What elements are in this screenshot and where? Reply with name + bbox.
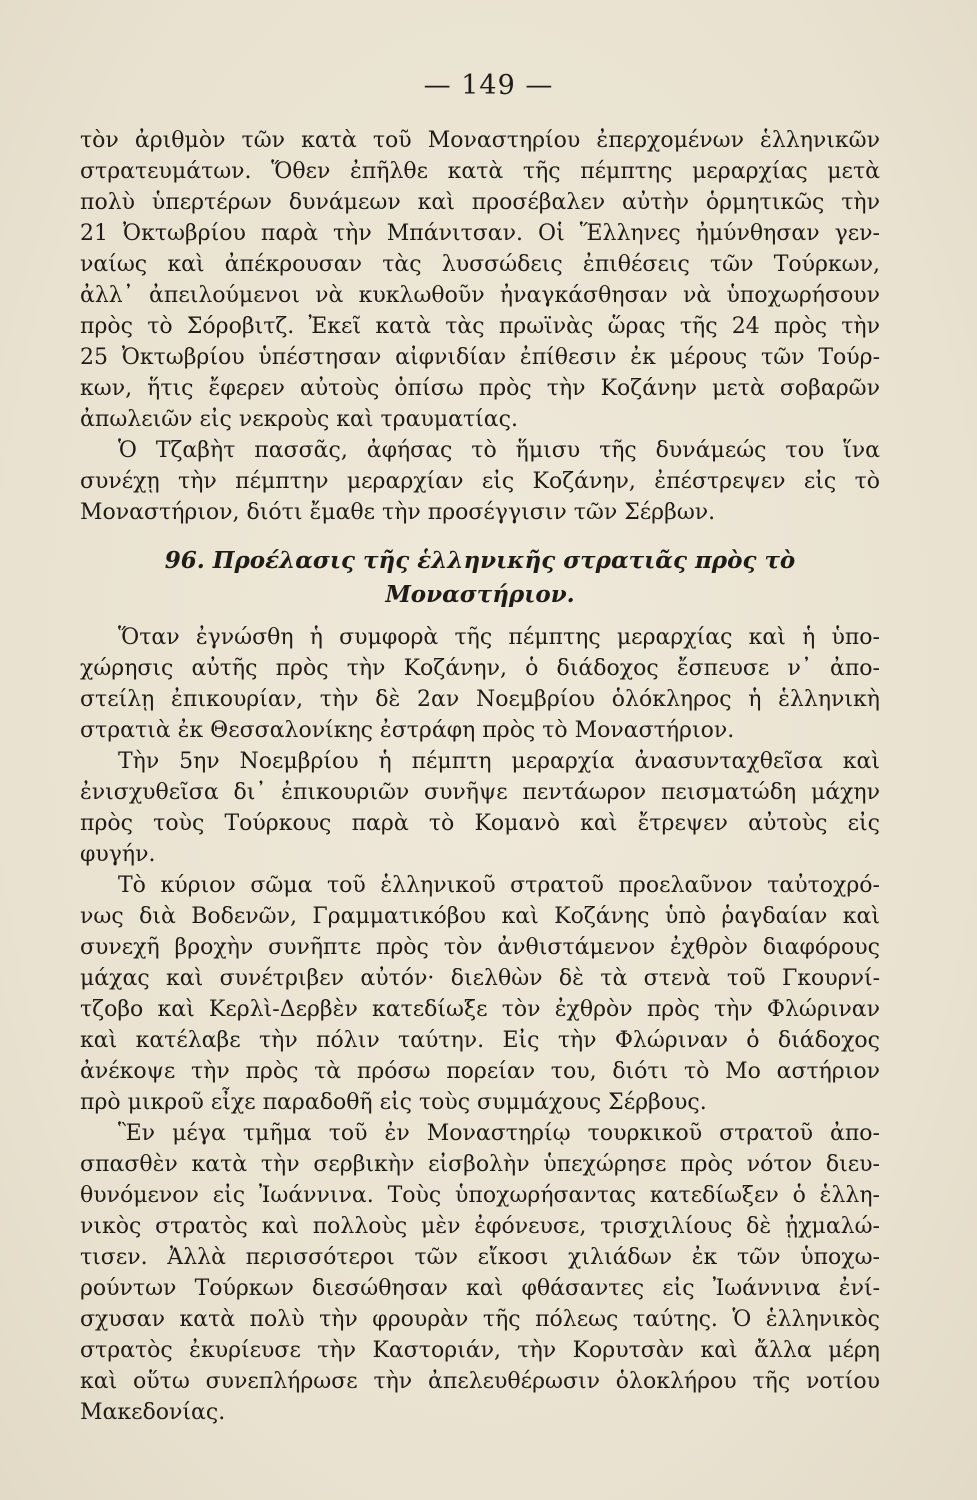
text-line: τισεν. Ἀλλὰ περισσότεροι τῶν εἴκοσι χιλιάδων ἐκ τῶν ὑποχω- (80, 1245, 880, 1270)
section-heading-cont: Μοναστήριον. (385, 581, 575, 608)
text-line: σπασθὲν κατὰ τὴν σερβικὴν εἰσβολὴν ὑπεχώρησε πρὸς νότον διευ- (80, 1152, 880, 1177)
text-line: Ὁ Τζαβὴτ πασσᾶς, ἀφήσας τὸ ἥμισυ τῆς δυνάμεώς του ἵνα (118, 438, 880, 463)
page-number: — 149 — (423, 70, 554, 101)
text-line: καὶ κατέλαβε τὴν πόλιν ταύτην. Εἰς τὴν Φλώριναν ὁ διάδοχος (80, 1028, 880, 1053)
text-line: κων, ἥτις ἔφερεν αὐτοὺς ὀπίσω πρὸς τὴν Κοζάνην μετὰ σοβαρῶν (80, 376, 880, 401)
text-line: Τὴν 5ην Νοεμβρίου ἡ πέμπτη μεραρχία ἀνασυνταχθεῖσα καὶ (118, 749, 880, 774)
text-line: Ἓν μέγα τμῆμα τοῦ ἐν Μοναστηρίῳ τουρκικοῦ στρατοῦ ἀπο- (118, 1121, 880, 1146)
text-line: ἀπωλειῶν εἰς νεκροὺς καὶ τραυματίας. (80, 407, 518, 432)
text-line: συνέχῃ τὴν πέμπτην μεραρχίαν εἰς Κοζάνην, ἐπέστρεψεν εἰς τὸ (80, 469, 880, 494)
text-line: ἀνέκοψε τὴν πρὸς τὰ πρόσω πορείαν του, διότι τὸ Μο αστήριον (80, 1059, 880, 1084)
text-line: ἐνισχυθεῖσα δι᾽ ἐπικουριῶν συνῆψε πεντάωρον πεισματώδη μάχην (80, 780, 880, 805)
text-line: μάχας καὶ συνέτριβεν αὐτόν· διελθὼν δὲ τὰ στενὰ τοῦ Γκουρνί- (80, 966, 880, 991)
text-line: ναίως καὶ ἀπέκρουσαν τὰς λυσσώδεις ἐπιθέσεις τῶν Τούρκων, (80, 252, 880, 277)
text-line: στρατὸς ἐκυρίευσε τὴν Καστοριάν, τὴν Κορυτσὰν καὶ ἄλλα μέρη (80, 1338, 880, 1363)
text-line: 21 Ὀκτωβρίου παρὰ τὴν Μπάνιτσαν. Οἱ Ἕλληνες ἠμύνθησαν γεν- (80, 221, 880, 246)
text-line: Τὸ κύριον σῶμα τοῦ ἑλληνικοῦ στρατοῦ προελαῦνον ταὐτοχρό- (118, 873, 880, 898)
text-line: καὶ οὕτω συνεπλήρωσε τὴν ἀπελευθέρωσιν ὁλοκλήρου τῆς νοτίου (80, 1369, 880, 1394)
text-line: Ὅταν ἐγνώσθη ἡ συμφορὰ τῆς πέμπτης μεραρχίας καὶ ἡ ὑπο- (118, 625, 880, 650)
text-line: νικὸς στρατὸς καὶ πολλοὺς μὲν ἐφόνευσε, τρισχιλίους δὲ ᾐχμαλώ- (80, 1214, 880, 1239)
text-line: 25 Ὀκτωβρίου ὑπέστησαν αἰφνιδίαν ἐπίθεσιν ἐκ μέρους τῶν Τούρ- (80, 345, 880, 370)
text-line: Μοναστήριον, διότι ἔμαθε τὴν προσέγγισιν τῶν Σέρβων. (80, 500, 716, 525)
text-line: πολὺ ὑπερτέρων δυνάμεων καὶ προσέβαλεν αὐτὴν ὁρμητικῶς τὴν (80, 190, 880, 215)
text-line: πρὸ μικροῦ εἶχε παραδοθῆ εἰς τοὺς συμμάχους Σέρβους. (80, 1090, 707, 1115)
text-line: νως διὰ Βοδενῶν, Γραμματικόβου καὶ Κοζάνης ὑπὸ ῥαγδαίαν καὶ (80, 904, 880, 929)
text-line: συνεχῆ βροχὴν συνῆπτε πρὸς τὸν ἀνθιστάμενον ἐχθρὸν διαφόρους (80, 935, 880, 960)
text-line: στείλῃ ἐπικουρίαν, τὴν δὲ 2αν Νοεμβρίου ὁλόκληρος ἡ ἑλληνικὴ (80, 687, 880, 712)
text-line: σχυσαν κατὰ πολὺ τὴν φρουρὰν τῆς πόλεως ταύτης. Ὁ ἑλληνικὸς (80, 1307, 880, 1332)
text-line: θυνόμενον εἰς Ἰωάννινα. Τοὺς ὑποχωρήσαντας κατεδίωξεν ὁ ἑλλη- (80, 1183, 880, 1208)
text-line: ρούντων Τούρκων διεσώθησαν καὶ φθάσαντες εἰς Ἰωάννινα ἐνί- (80, 1276, 880, 1301)
text-line: φυγήν. (80, 842, 156, 867)
text-line: πρὸς τὸ Σόροβιτζ. Ἐκεῖ κατὰ τὰς πρωϊνὰς ὥρας τῆς 24 πρὸς τὴν (80, 314, 880, 339)
text-line: στρατιὰ ἐκ Θεσσαλονίκης ἐστράφη πρὸς τὸ Μοναστήριον. (80, 718, 735, 743)
page-body (80, 125, 880, 1428)
text-line: τὸν ἀριθμὸν τῶν κατὰ τοῦ Μοναστηρίου ἐπερχομένων ἑλληνικῶν (80, 128, 880, 153)
text-line: στρατευμάτων. Ὅθεν ἐπῆλθε κατὰ τῆς πέμπτης μεραρχίας μετὰ (80, 159, 880, 184)
text-line: ἀλλ᾽ ἀπειλούμενοι νὰ κυκλωθοῦν ἠναγκάσθησαν νὰ ὑποχωρήσουν (80, 283, 880, 308)
text-line: πρὸς τοὺς Τούρκους παρὰ τὸ Κομανὸ καὶ ἔτρεψεν αὐτοὺς εἰς (80, 811, 880, 836)
text-line: τζοβο καὶ Κερλὶ-Δερβὲν κατεδίωξε τὸν ἐχθρὸν πρὸς τὴν Φλώριναν (80, 997, 880, 1022)
section-heading: 96. Προέλασις τῆς ἑλληνικῆς στρατιᾶς πρὸς τὸ (164, 547, 796, 574)
text-line: Μακεδονίας. (80, 1400, 226, 1425)
text-line: χώρησις αὐτῆς πρὸς τὴν Κοζάνην, ὁ διάδοχος ἔσπευσε ν᾽ ἀπο- (80, 656, 880, 681)
